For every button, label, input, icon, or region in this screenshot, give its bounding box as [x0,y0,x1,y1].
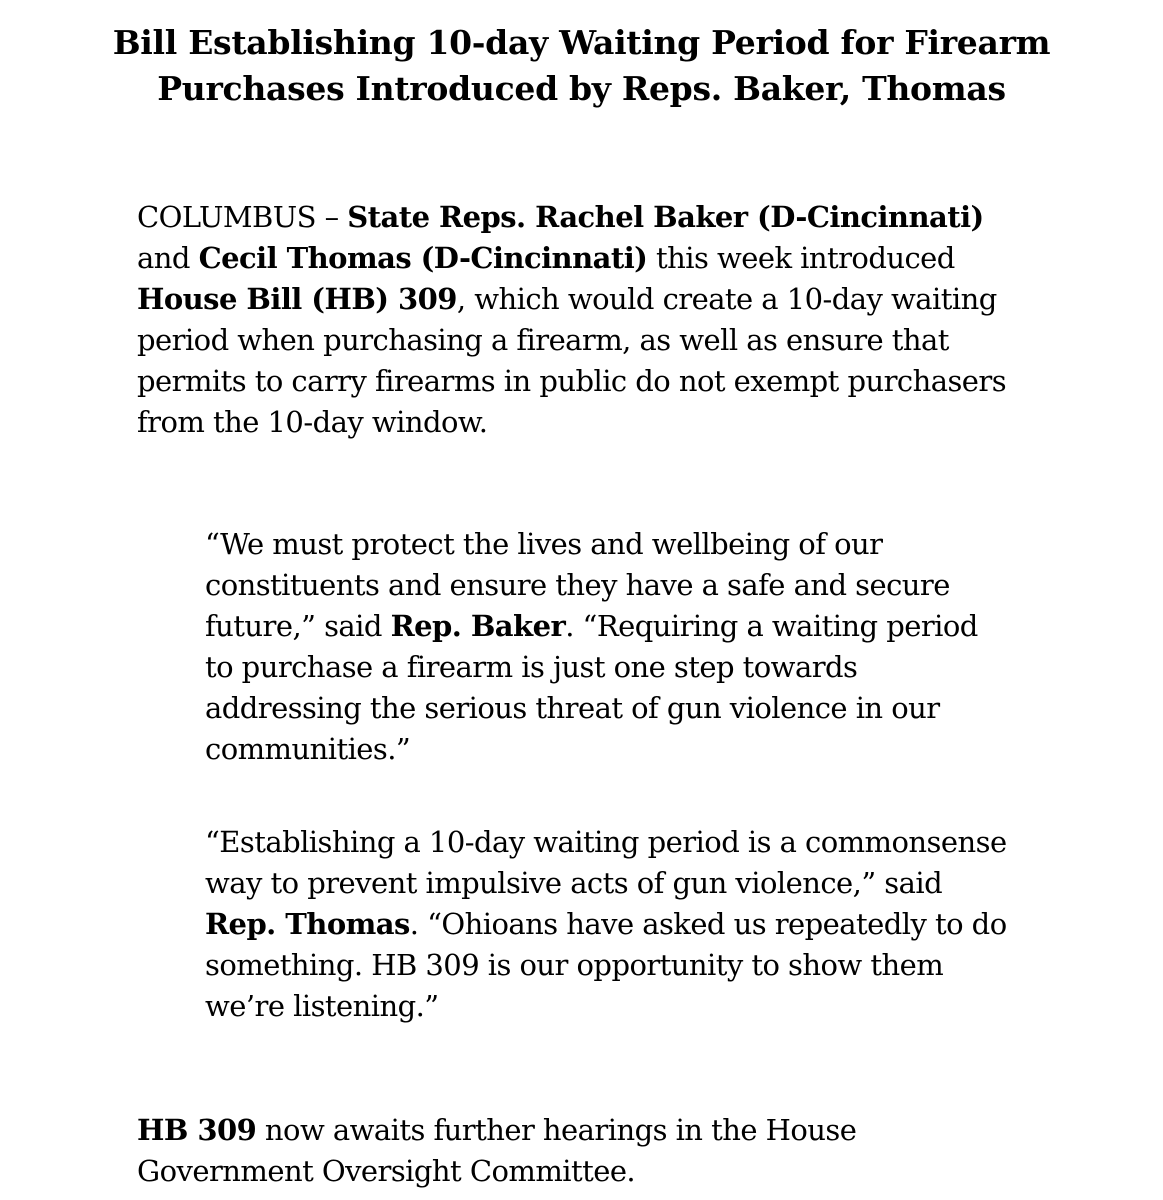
press-release-title: Bill Establishing 10-day Waiting Period for Firearm Purchases Introduced by Reps. Baker, Thomas [112,23,1051,108]
rep-thomas-name: Cecil Thomas (D-Cincinnati) [198,241,648,275]
closing-bill-name: HB 309 [137,1113,257,1147]
quote-thomas-part2: . “Ohioans have asked us repeatedly to do something. HB 309 is our opportunity to show them we’re listening.” [205,907,1007,1023]
quote-baker-part1: “We must protect the lives and wellbeing of our constituents and ensure they have a safe and secure future,” said [205,527,950,643]
closing-paragraph [137,1110,1007,1192]
lead-mid-text: this week introduced [647,241,955,275]
closing-rest-text: now awaits further hearings in the House Government Oversight Committee. [137,1113,857,1188]
dateline: COLUMBUS – [137,200,348,234]
rep-baker-name: State Reps. Rachel Baker (D-Cincinnati) [347,200,984,234]
conjunction: and [137,241,199,275]
quote-baker [205,524,1010,770]
quote-thomas-speaker: Rep. Thomas [205,907,410,941]
lead-paragraph [137,197,1007,443]
quote-baker-part2: . “Requiring a waiting period to purchase a firearm is just one step towards addressing the serious threat of gun violence in our communities.” [205,609,978,766]
bill-name: House Bill (HB) 309 [137,282,457,316]
quote-thomas-part1: “Establishing a 10-day waiting period is a commonsense way to prevent impulsive acts of gun violence,” said [205,825,1007,900]
quote-baker-speaker: Rep. Baker [390,609,566,643]
lead-rest-text: , which would create a 10-day waiting period when purchasing a firearm, as well as ensure that permits to carry firearms in public do not exempt purchasers from the 10-day window. [137,282,1007,439]
quote-thomas [205,822,1010,1027]
